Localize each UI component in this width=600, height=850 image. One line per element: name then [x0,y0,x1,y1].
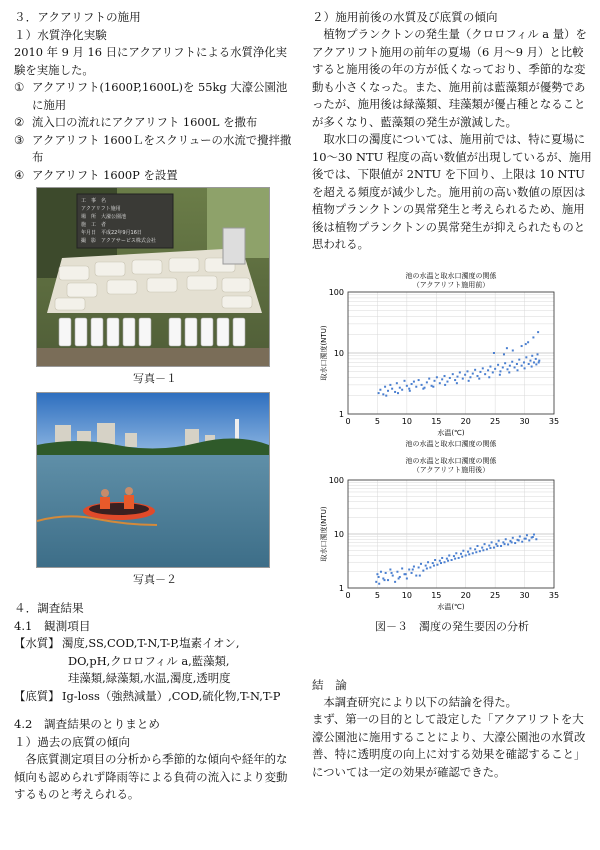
data-point [484,373,486,375]
data-point [378,582,380,584]
sign-text: 場 所 大濠公園池 [81,214,127,220]
data-point [465,554,467,556]
data-point [535,538,537,540]
data-point [429,566,431,568]
data-point [488,544,490,546]
data-point [453,555,455,557]
method-list [14,79,296,184]
data-point [434,379,436,381]
data-point [451,559,453,561]
data-point [389,383,391,385]
data-point [432,385,434,387]
data-point [444,561,446,563]
data-point [415,385,417,387]
data-point [489,547,491,549]
data-point [472,552,474,554]
data-point [482,549,484,551]
data-point [503,353,505,355]
data-point [421,383,423,385]
data-point [504,362,506,364]
data-point [488,376,490,378]
x-tick-label: 15 [431,590,442,600]
data-point [411,383,413,385]
data-point [505,538,507,540]
item-text: アクアリフト 1600P を設置 [32,167,178,182]
chart-subtitle: （アクアリフト施用前） [412,280,490,289]
data-point [538,361,540,363]
data-point [524,367,526,369]
data-point [489,365,491,367]
data-point [441,378,443,380]
data-point [396,382,398,384]
data-point [521,345,523,347]
data-point [525,356,527,358]
data-point [426,567,428,569]
sign-text: 工 事 名 [81,198,107,204]
x-tick-label: 35 [548,590,560,600]
data-point [531,354,533,356]
data-point [476,374,478,376]
data-point [498,539,500,541]
data-point [459,371,461,373]
data-point [514,366,516,368]
data-point [422,387,424,389]
data-point [379,388,381,390]
data-point [467,550,469,552]
chart-before [312,270,592,476]
y-tick-label: 1 [338,409,344,419]
data-point [378,392,380,394]
data-point [439,382,441,384]
data-point [531,365,533,367]
data-point [482,367,484,369]
data-point [484,543,486,545]
y-tick-label: 100 [328,475,344,485]
data-point [413,565,415,567]
data-point [526,534,528,536]
item-text: 流入口の流れにアクアリフト 1600L を撒布 [32,115,258,129]
x-axis-label: 水温(℃) [437,428,465,437]
data-point [493,352,495,354]
data-point [476,544,478,546]
photo-2 [36,392,270,568]
data-point [454,379,456,381]
y-tick-label: 10 [333,348,344,358]
data-point [512,536,514,538]
data-point [504,543,506,545]
data-point [384,385,386,387]
data-point [426,381,428,383]
water-quality-row [14,635,296,653]
data-point [469,376,471,378]
data-point [535,363,537,365]
data-point [479,370,481,372]
chart-after-svg [312,476,582,614]
data-point [425,564,427,566]
data-point [507,543,509,545]
photo-2-caption: 写真－２ [133,573,177,586]
data-point [427,561,429,563]
data-point [468,553,470,555]
data-point [518,539,520,541]
data-point [455,552,457,554]
data-point [538,359,540,361]
data-point [415,574,417,576]
data-point [439,559,441,561]
data-point [496,544,498,546]
data-point [394,390,396,392]
data-point [420,562,422,564]
data-point [516,363,518,365]
data-point [454,557,456,559]
item-text: アクアリフト 1600Ｌをスクリューの水流で攪拌撒布 [32,132,292,164]
data-point [378,575,380,577]
chart-before-svg [312,270,582,476]
intro-paragraph: 2010 年 9 月 16 日にアクアリフトによる水質浄化実験を実施した。 [14,45,288,77]
x-tick-label: 15 [431,416,442,426]
y-tick-label: 1 [338,583,344,593]
data-point [394,580,396,582]
data-point [537,331,539,333]
data-point [405,573,407,575]
subsection-2-title: ２）施用前後の水質及び底質の傾向 [312,10,498,24]
y-axis-label: 取水口濁度(NTU) [320,324,328,381]
conclusion-paragraph: まず、第一の目的として設定した「アクアリフトを大濠公園池に施用することにより、大濠公園池の水質改善、特に透明度の向上に対する効果を確認すること」については一定の効果が確認できた。 [312,712,586,779]
turbidity-paragraph: 取水口の濁度については、施用前では、特に夏場に 10～30 NTU 程度の高い数値が出現しているが、施用後では、下限値が 2NTU を下回り、上限は 10 NTU を超える頻度が減少した。施用前の高い数値の原因は植物プランクトンの異常発生と考えられるため、施用後は植物プランクトンの異常発生が抑えられたものと思われる。 [312,132,592,251]
data-point [474,548,476,550]
data-point [409,389,411,391]
data-point [387,389,389,391]
sign-text: 施 工 者 [81,222,107,228]
data-point [419,574,421,576]
photo-1-caption: 写真－１ [133,372,177,385]
y-tick-label: 10 [333,529,344,539]
data-point [387,579,389,581]
water-quality-items: 珪藻類,緑藻類,水温,濁度,透明度 [68,671,231,685]
data-point [500,544,502,546]
data-point [525,537,527,539]
sign-text: 年月日 平成22年9月16日 [81,230,142,236]
item-number: ② [14,115,25,129]
sediment-label: 【底質】 [14,688,60,703]
subsection-4-2-1-title: １）過去の底質の傾向 [14,735,130,749]
section-3-title: ３．アクアリフトの施用 [14,10,141,24]
water-quality-items: 濁度,SS,COD,T-N,T-P,塩素イオン, [62,636,240,650]
data-point [418,566,420,568]
data-point [433,564,435,566]
data-point [444,383,446,385]
water-quality-items: DO,pH,クロロフィル a,藍藻類, [68,653,230,668]
data-point [398,577,400,579]
data-point [527,341,529,343]
data-point [511,541,513,543]
item-text: アクアリフト(1600P,1600L)を 55kg 大濠公園池に施用 [32,80,288,112]
data-point [525,343,527,345]
data-point [532,535,534,537]
data-point [497,363,499,365]
data-point [468,379,470,381]
data-point [514,542,516,544]
data-point [412,568,414,570]
left-column [14,8,296,804]
data-point [466,370,468,372]
x-tick-label: 35 [548,416,560,426]
data-point [385,571,387,573]
x-tick-label: 5 [374,590,380,600]
data-point [512,349,514,351]
data-point [492,371,494,373]
data-point [502,366,504,368]
data-point [461,555,463,557]
data-point [399,386,401,388]
data-point [392,574,394,576]
data-point [533,361,535,363]
data-point [528,539,530,541]
water-quality-label: 【水質】 [14,636,60,650]
data-point [474,368,476,370]
list-item [14,79,296,114]
x-tick-label: 10 [401,416,412,426]
data-point [491,541,493,543]
subsection-1-title: １）水質浄化実験 [14,28,107,42]
chart-after-title: 池の水温と取水口濁度の関係 [405,456,497,465]
data-point [469,547,471,549]
item-number: ① [14,80,25,94]
data-point [521,540,523,542]
data-point [406,577,408,579]
x-tick-label: 25 [490,416,501,426]
data-point [441,556,443,558]
data-point [385,394,387,396]
photo-1 [36,187,270,367]
data-point [456,375,458,377]
data-point [506,347,508,349]
data-point [533,533,535,535]
y-tick-label: 100 [328,287,344,297]
data-point [535,357,537,359]
data-point [532,336,534,338]
data-point [449,376,451,378]
conclusion-intro: 本調査研究により以下の結論を得た。 [323,694,518,709]
data-point [436,563,438,565]
data-point [523,361,525,363]
data-point [462,377,464,379]
data-point [396,570,398,572]
data-point [448,554,450,556]
data-point [406,384,408,386]
data-point [413,380,415,382]
data-point [422,569,424,571]
data-point [508,371,510,373]
x-tick-label: 20 [460,590,471,600]
data-point [486,548,488,550]
data-point [472,372,474,374]
list-item [14,114,296,132]
data-point [408,387,410,389]
data-point [521,364,523,366]
chart-caption: 池の水温と取水口濁度の関係 [405,439,497,448]
data-point [401,388,403,390]
data-point [397,392,399,394]
data-point [494,367,496,369]
data-point [537,353,539,355]
x-tick-label: 25 [490,590,501,600]
data-point [436,376,438,378]
data-point [511,360,513,362]
data-point [408,568,410,570]
data-point [464,373,466,375]
x-axis-label: 水温(℃) [437,602,465,611]
data-point [411,571,413,573]
x-tick-label: 10 [401,590,412,600]
data-point [458,556,460,558]
x-tick-label: 0 [345,416,351,426]
data-point [499,373,501,375]
data-point [499,370,501,372]
data-point [444,374,446,376]
data-point [382,393,384,395]
data-point [375,580,377,582]
sign-text: アクアリフト施用 [81,206,121,212]
past-trend-paragraph: 各底質測定項目の分析から季節的な傾向や経年的な傾向も認められず降雨等による負荷の流入により変動するものと考えられる。 [14,752,288,801]
chart-after [312,476,592,614]
chart-title: 池の水温と取水口濁度の関係 [405,271,497,280]
data-point [434,559,436,561]
data-point [431,384,433,386]
data-point [519,535,521,537]
section-4-title: ４．調査結果 [14,601,84,615]
data-point [452,373,454,375]
data-point [418,379,420,381]
data-point [391,571,393,573]
data-point [440,562,442,564]
data-point [475,551,477,553]
data-point [528,363,530,365]
item-number: ④ [14,167,25,182]
data-point [428,377,430,379]
right-column [312,8,592,781]
data-point [460,552,462,554]
data-point [509,364,511,366]
data-point [487,369,489,371]
list-item [14,167,296,185]
conclusion-title: 結 論 [312,677,347,692]
sign-text: 撮 影 アクアサービス株式会社 [81,238,156,244]
data-point [479,550,481,552]
x-tick-label: 30 [519,590,530,600]
figure-3-caption: 図－３ 濁度の発生要因の分析 [375,619,529,633]
y-axis-label: 取水口濁度(NTU) [320,505,328,562]
data-point [529,359,531,361]
subsection-4-2-title: 4.2 調査結果のとりまとめ [14,717,160,731]
data-point [495,543,497,545]
subsection-4-1-title: 4.1 観測項目 [14,619,91,633]
data-point [380,570,382,572]
x-tick-label: 0 [345,590,351,600]
item-number: ③ [14,132,25,147]
data-point [383,579,385,581]
phytoplankton-paragraph: 植物プランクトンの発生量（クロロフィル a 量）をアクアリフト施用の前年の夏場（6 月～9 月）と比較すると施用後の年の方が低くなっており、季節的な変動も小さくなった。また、施用前は藍藻類が優勢であったが、施用後は緑藻類、珪藻類が優占種となることが多くなり、藍藻類の発生が激減した。 [312,27,587,129]
data-point [401,567,403,569]
x-tick-label: 20 [460,416,471,426]
data-point [446,557,448,559]
data-point [481,546,483,548]
data-point [518,358,520,360]
data-point [432,562,434,564]
data-point [462,549,464,551]
data-point [507,368,509,370]
data-point [404,379,406,381]
data-point [493,546,495,548]
x-tick-label: 5 [374,416,380,426]
x-tick-label: 30 [519,416,530,426]
data-point [446,380,448,382]
sediment-items: Ig-loss（強熱減量）,COD,硫化物,T-N,T-P [62,688,281,703]
chart-after-subtitle: （アクアリフト施用後） [412,465,490,474]
sediment-row [14,688,296,706]
data-point [376,573,378,575]
data-point [389,568,391,570]
data-point [502,541,504,543]
data-point [391,387,393,389]
data-point [478,377,480,379]
data-point [517,369,519,371]
list-item [14,132,296,167]
data-point [447,559,449,561]
data-point [456,382,458,384]
